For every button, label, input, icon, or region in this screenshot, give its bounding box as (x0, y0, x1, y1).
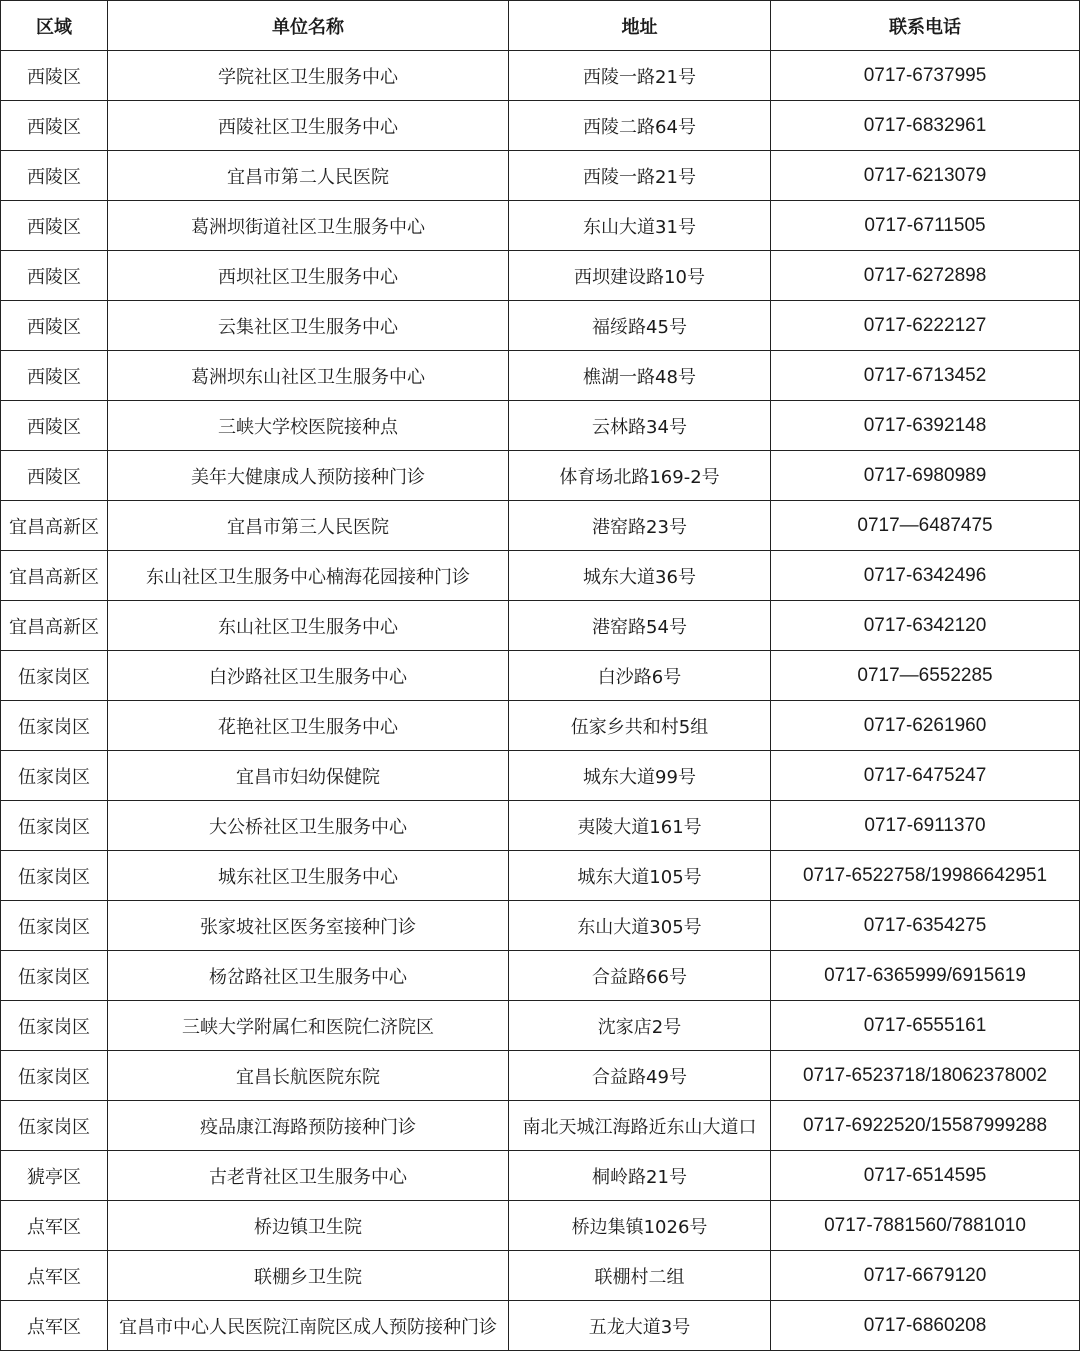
table-row (1, 351, 1080, 401)
table-row (1, 701, 1080, 751)
cell-unit-name: 古老背社区卫生服务中心 (108, 1151, 509, 1201)
cell-phone: 0717-6342120 (771, 601, 1080, 651)
header-region: 区域 (1, 1, 108, 51)
cell-region: 宜昌高新区 (1, 601, 108, 651)
cell-phone: 0717-6522758/19986642951 (771, 851, 1080, 901)
cell-phone: 0717-6860208 (771, 1301, 1080, 1351)
cell-unit-name: 宜昌长航医院东院 (108, 1051, 509, 1101)
cell-region: 西陵区 (1, 451, 108, 501)
table-row (1, 1251, 1080, 1301)
cell-region: 西陵区 (1, 351, 108, 401)
cell-region: 点军区 (1, 1301, 108, 1351)
cell-address: 港窑路23号 (509, 501, 771, 551)
table-row (1, 1301, 1080, 1351)
cell-region: 伍家岗区 (1, 1101, 108, 1151)
cell-phone: 0717-6475247 (771, 751, 1080, 801)
table-row (1, 1051, 1080, 1101)
cell-phone: 0717-6980989 (771, 451, 1080, 501)
cell-phone: 0717—6552285 (771, 651, 1080, 701)
cell-region: 西陵区 (1, 51, 108, 101)
cell-region: 西陵区 (1, 151, 108, 201)
cell-phone: 0717-6261960 (771, 701, 1080, 751)
cell-unit-name: 联棚乡卫生院 (108, 1251, 509, 1301)
header-phone: 联系电话 (771, 1, 1080, 51)
cell-unit-name: 疫品康江海路预防接种门诊 (108, 1101, 509, 1151)
cell-region: 西陵区 (1, 251, 108, 301)
cell-unit-name: 桥边镇卫生院 (108, 1201, 509, 1251)
cell-unit-name: 宜昌市中心人民医院江南院区成人预防接种门诊 (108, 1301, 509, 1351)
cell-phone: 0717-6922520/15587999288 (771, 1101, 1080, 1151)
cell-unit-name: 杨岔路社区卫生服务中心 (108, 951, 509, 1001)
cell-phone: 0717-6911370 (771, 801, 1080, 851)
cell-address: 东山大道305号 (509, 901, 771, 951)
cell-unit-name: 美年大健康成人预防接种门诊 (108, 451, 509, 501)
cell-region: 猇亭区 (1, 1151, 108, 1201)
table-row (1, 801, 1080, 851)
cell-address: 五龙大道3号 (509, 1301, 771, 1351)
cell-unit-name: 云集社区卫生服务中心 (108, 301, 509, 351)
cell-address: 城东大道99号 (509, 751, 771, 801)
cell-address: 西陵二路64号 (509, 101, 771, 151)
cell-phone: 0717-6514595 (771, 1151, 1080, 1201)
table-row (1, 1101, 1080, 1151)
table-row (1, 101, 1080, 151)
cell-address: 樵湖一路48号 (509, 351, 771, 401)
cell-phone: 0717-6679120 (771, 1251, 1080, 1301)
table-row (1, 551, 1080, 601)
cell-address: 城东大道36号 (509, 551, 771, 601)
cell-unit-name: 西陵社区卫生服务中心 (108, 101, 509, 151)
cell-address: 福绥路45号 (509, 301, 771, 351)
cell-address: 西坝建设路10号 (509, 251, 771, 301)
cell-unit-name: 西坝社区卫生服务中心 (108, 251, 509, 301)
cell-unit-name: 东山社区卫生服务中心楠海花园接种门诊 (108, 551, 509, 601)
cell-region: 伍家岗区 (1, 751, 108, 801)
cell-region: 西陵区 (1, 401, 108, 451)
cell-phone: 0717-6555161 (771, 1001, 1080, 1051)
cell-phone: 0717-6213079 (771, 151, 1080, 201)
cell-region: 伍家岗区 (1, 1051, 108, 1101)
cell-address: 南北天城江海路近东山大道口 (509, 1101, 771, 1151)
cell-phone: 0717-6222127 (771, 301, 1080, 351)
cell-region: 点军区 (1, 1251, 108, 1301)
cell-unit-name: 宜昌市妇幼保健院 (108, 751, 509, 801)
table-row (1, 851, 1080, 901)
table-row (1, 51, 1080, 101)
cell-phone: 0717-6737995 (771, 51, 1080, 101)
cell-phone: 0717-6713452 (771, 351, 1080, 401)
cell-unit-name: 葛洲坝街道社区卫生服务中心 (108, 201, 509, 251)
cell-phone: 0717-6354275 (771, 901, 1080, 951)
header-address: 地址 (509, 1, 771, 51)
table-row (1, 501, 1080, 551)
cell-unit-name: 学院社区卫生服务中心 (108, 51, 509, 101)
cell-unit-name: 三峡大学校医院接种点 (108, 401, 509, 451)
table-row (1, 751, 1080, 801)
table-row (1, 401, 1080, 451)
cell-phone: 0717-6272898 (771, 251, 1080, 301)
table-row (1, 201, 1080, 251)
cell-phone: 0717-6711505 (771, 201, 1080, 251)
cell-address: 伍家乡共和村5组 (509, 701, 771, 751)
cell-region: 伍家岗区 (1, 951, 108, 1001)
cell-region: 宜昌高新区 (1, 551, 108, 601)
cell-region: 宜昌高新区 (1, 501, 108, 551)
table-row (1, 951, 1080, 1001)
cell-address: 联棚村二组 (509, 1251, 771, 1301)
cell-address: 西陵一路21号 (509, 51, 771, 101)
cell-region: 点军区 (1, 1201, 108, 1251)
table-row (1, 301, 1080, 351)
cell-address: 东山大道31号 (509, 201, 771, 251)
cell-phone: 0717-6523718/18062378002 (771, 1051, 1080, 1101)
cell-unit-name: 张家坡社区医务室接种门诊 (108, 901, 509, 951)
table-row (1, 151, 1080, 201)
cell-address: 沈家店2号 (509, 1001, 771, 1051)
cell-region: 伍家岗区 (1, 651, 108, 701)
cell-address: 桐岭路21号 (509, 1151, 771, 1201)
table-row (1, 651, 1080, 701)
cell-unit-name: 白沙路社区卫生服务中心 (108, 651, 509, 701)
cell-address: 夷陵大道161号 (509, 801, 771, 851)
cell-unit-name: 大公桥社区卫生服务中心 (108, 801, 509, 851)
cell-address: 西陵一路21号 (509, 151, 771, 201)
header-unit-name: 单位名称 (108, 1, 509, 51)
cell-phone: 0717-6365999/6915619 (771, 951, 1080, 1001)
cell-region: 伍家岗区 (1, 1001, 108, 1051)
cell-address: 体育场北路169-2号 (509, 451, 771, 501)
cell-region: 伍家岗区 (1, 701, 108, 751)
cell-phone: 0717-7881560/7881010 (771, 1201, 1080, 1251)
table-row (1, 1151, 1080, 1201)
cell-address: 云林路34号 (509, 401, 771, 451)
cell-region: 西陵区 (1, 201, 108, 251)
cell-unit-name: 花艳社区卫生服务中心 (108, 701, 509, 751)
table-row (1, 601, 1080, 651)
cell-unit-name: 三峡大学附属仁和医院仁济院区 (108, 1001, 509, 1051)
table-row (1, 251, 1080, 301)
cell-phone: 0717-6392148 (771, 401, 1080, 451)
cell-region: 伍家岗区 (1, 801, 108, 851)
cell-phone: 0717-6832961 (771, 101, 1080, 151)
cell-phone: 0717-6342496 (771, 551, 1080, 601)
cell-address: 合益路66号 (509, 951, 771, 1001)
cell-address: 港窑路54号 (509, 601, 771, 651)
table-body (1, 51, 1080, 1351)
cell-unit-name: 葛洲坝东山社区卫生服务中心 (108, 351, 509, 401)
cell-region: 西陵区 (1, 301, 108, 351)
cell-address: 城东大道105号 (509, 851, 771, 901)
cell-address: 白沙路6号 (509, 651, 771, 701)
table-row (1, 1201, 1080, 1251)
cell-address: 桥边集镇1026号 (509, 1201, 771, 1251)
cell-phone: 0717—6487475 (771, 501, 1080, 551)
cell-region: 西陵区 (1, 101, 108, 151)
table-row (1, 451, 1080, 501)
cell-unit-name: 东山社区卫生服务中心 (108, 601, 509, 651)
cell-unit-name: 宜昌市第二人民医院 (108, 151, 509, 201)
cell-region: 伍家岗区 (1, 901, 108, 951)
cell-unit-name: 宜昌市第三人民医院 (108, 501, 509, 551)
table-row (1, 1001, 1080, 1051)
cell-address: 合益路49号 (509, 1051, 771, 1101)
cell-region: 伍家岗区 (1, 851, 108, 901)
table-row (1, 901, 1080, 951)
table-header-row (1, 1, 1080, 51)
cell-unit-name: 城东社区卫生服务中心 (108, 851, 509, 901)
